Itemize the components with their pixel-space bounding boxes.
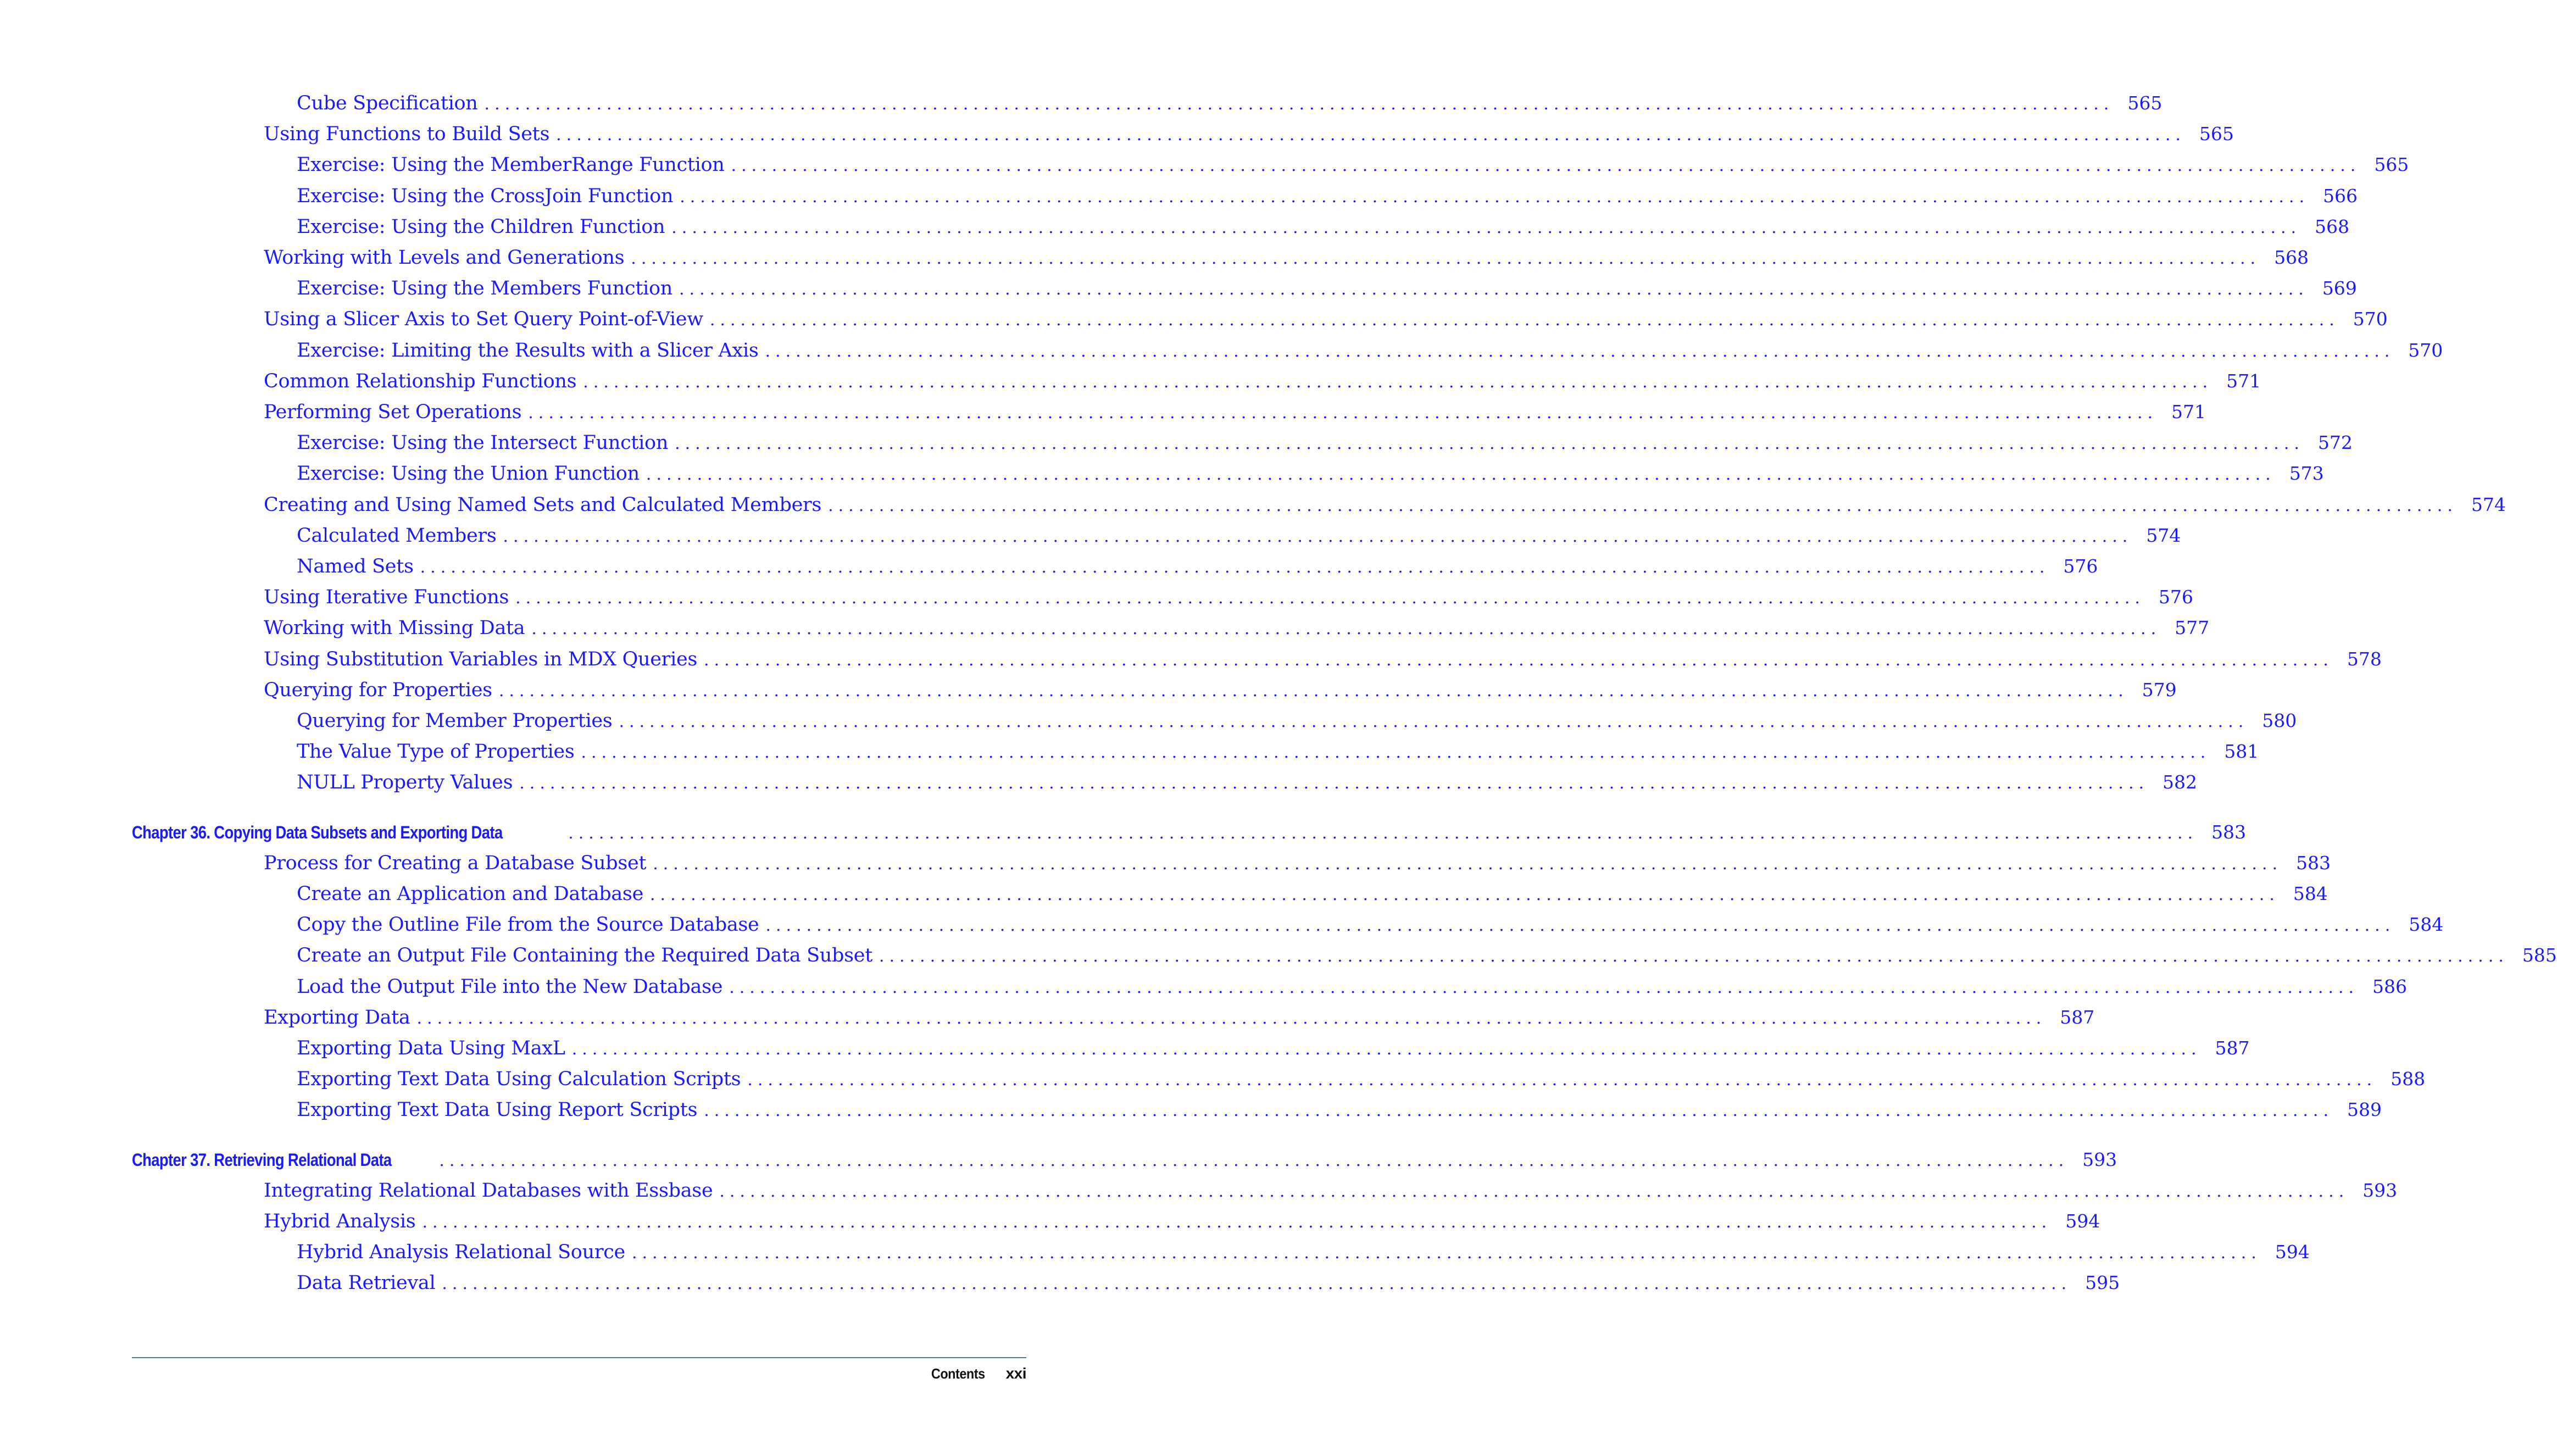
toc-entry[interactable] — [264, 247, 2309, 277]
toc-entry[interactable] — [264, 370, 2261, 401]
toc-entry-title: Using Substitution Variables in MDX Queries — [264, 648, 698, 670]
toc-entry[interactable] — [297, 432, 2353, 463]
dot-leader: ................................................................................................................................................................ — [671, 218, 2302, 237]
toc-entry[interactable] — [297, 277, 2357, 308]
toc-entry[interactable] — [297, 976, 2407, 1007]
toc-entry-title: Exporting Data Using MaxL — [297, 1037, 565, 1059]
toc-entry[interactable] — [297, 1068, 2426, 1099]
toc-entry-page-number: 581 — [2224, 741, 2259, 762]
toc-entry-title: Using Iterative Functions — [264, 586, 509, 608]
toc-chapter-entry[interactable] — [132, 1149, 2117, 1180]
toc-entry-page-number: 568 — [2315, 216, 2350, 237]
toc-entry[interactable] — [264, 679, 2177, 710]
dot-leader: ................................................................................................................................................................ — [765, 916, 2395, 935]
dot-leader: ................................................................................................................................................................ — [581, 743, 2211, 762]
toc-entry-title: NULL Property Values — [297, 771, 513, 793]
toc-entry-title: Exercise: Using the MemberRange Function — [297, 154, 725, 176]
dot-leader: ................................................................................................................................................................ — [422, 1213, 2052, 1232]
toc-entry-title: Common Relationship Functions — [264, 370, 577, 392]
toc-entry-title: Load the Output File into the New Database — [297, 976, 723, 998]
toc-entry[interactable] — [264, 586, 2193, 617]
toc-entry-page-number: 580 — [2262, 710, 2297, 731]
toc-entry-title: Creating and Using Named Sets and Calculated Members — [264, 494, 822, 516]
toc-entry-title: Working with Missing Data — [264, 617, 525, 639]
dot-leader: ................................................................................................................................................................ — [765, 342, 2395, 361]
toc-entry-title: Exercise: Using the Union Function — [297, 463, 640, 485]
toc-entry[interactable] — [264, 617, 2210, 648]
toc-entry-page-number: 565 — [2374, 154, 2409, 175]
toc-entry-page-number: 587 — [2060, 1007, 2095, 1028]
dot-leader: ................................................................................................................................................................ — [515, 588, 2145, 608]
dot-leader: ................................................................................................................................................................ — [416, 1009, 2047, 1028]
toc-entry-page-number: 593 — [2363, 1180, 2398, 1201]
toc-entry-title: Hybrid Analysis — [264, 1210, 416, 1232]
dot-leader: ................................................................................................................................................................ — [731, 156, 2361, 175]
dot-leader: ................................................................................................................................................................ — [879, 947, 2509, 966]
dot-leader: ................................................................................................................................................................ — [679, 280, 2309, 299]
toc-entry[interactable] — [264, 648, 2382, 679]
toc-entry-page-number: 574 — [2146, 525, 2181, 546]
toc-entry-page-number: 570 — [2408, 340, 2443, 361]
dot-leader: ................................................................................................................................................................ — [650, 885, 2280, 904]
dot-leader: ................................................................................................................................................................ — [583, 373, 2213, 392]
dot-leader: ................................................................................................................................................................ — [442, 1274, 2072, 1293]
toc-entry[interactable] — [297, 1037, 2250, 1068]
dot-leader: ................................................................................................................................................................ — [619, 712, 2249, 731]
toc-entry-page-number: 588 — [2391, 1068, 2426, 1090]
toc-entry-title: Querying for Member Properties — [297, 710, 613, 732]
toc-entry[interactable] — [297, 463, 2324, 493]
toc-entry-title: Integrating Relational Databases with Essbase — [264, 1180, 713, 1202]
toc-entry-title: Exercise: Limiting the Results with a Slicer Axis — [297, 340, 759, 362]
toc-entry-title: Chapter 37. Retrieving Relational Data — [132, 1150, 392, 1170]
toc-entry[interactable] — [297, 883, 2328, 914]
page-footer — [132, 1365, 1026, 1387]
toc-entry[interactable] — [264, 1210, 2100, 1241]
dot-leader: ................................................................................................................................................................ — [439, 1151, 2069, 1170]
toc-entry[interactable] — [297, 1272, 2120, 1303]
toc-entry-title: Exporting Text Data Using Report Scripts — [297, 1099, 698, 1121]
toc-entry[interactable] — [297, 944, 2557, 975]
toc-entry[interactable] — [297, 92, 2163, 123]
toc-entry-title: Exporting Text Data Using Calculation Scripts — [297, 1068, 741, 1090]
toc-entry-page-number: 576 — [2158, 586, 2193, 608]
toc-entry[interactable] — [264, 308, 2388, 339]
toc-entry-page-number: 566 — [2322, 185, 2358, 207]
dot-leader: ................................................................................................................................................................ — [556, 125, 2186, 145]
toc-entry-page-number: 570 — [2353, 308, 2388, 330]
dot-leader: ................................................................................................................................................................ — [631, 249, 2261, 268]
toc-entry-page-number: 573 — [2289, 463, 2324, 484]
toc-entry-page-number: 569 — [2322, 277, 2357, 299]
toc-entry[interactable] — [297, 771, 2198, 802]
toc-entry-page-number: 585 — [2522, 944, 2557, 966]
toc-entry-page-number: 589 — [2347, 1099, 2382, 1120]
toc-entry-page-number: 568 — [2274, 247, 2309, 268]
toc-entry[interactable] — [297, 1241, 2310, 1272]
toc-entry-page-number: 571 — [2171, 401, 2206, 423]
toc-entry-title: Hybrid Analysis Relational Source — [297, 1241, 625, 1263]
toc-entry-page-number: 577 — [2175, 617, 2210, 638]
toc-entry-title: Create an Output File Containing the Required Data Subset — [297, 944, 872, 966]
toc-entry[interactable] — [297, 154, 2409, 185]
toc-entry-title: Exercise: Using the Members Function — [297, 277, 673, 299]
toc-entry-page-number: 576 — [2063, 555, 2098, 577]
footer-rule — [132, 1357, 1026, 1358]
toc-entry[interactable] — [297, 555, 2098, 586]
toc-entry-page-number: 582 — [2163, 771, 2198, 793]
dot-leader: ................................................................................................................................................................ — [729, 978, 2359, 997]
dot-leader: ................................................................................................................................................................ — [503, 527, 2133, 546]
dot-leader: ................................................................................................................................................................ — [484, 95, 2114, 114]
dot-leader: ................................................................................................................................................................ — [519, 774, 2149, 793]
toc-entry-page-number: 587 — [2215, 1037, 2250, 1059]
dot-leader: ................................................................................................................................................................ — [709, 310, 2339, 330]
dot-leader: ................................................................................................................................................................ — [420, 558, 2050, 577]
toc-entry-title: Working with Levels and Generations — [264, 247, 625, 269]
toc-entry-title: Chapter 36. Copying Data Subsets and Exporting Data — [132, 823, 503, 842]
toc-entry[interactable] — [297, 185, 2358, 216]
toc-entry-page-number: 565 — [2199, 123, 2234, 145]
toc-entry-page-number: 594 — [2065, 1210, 2100, 1232]
dot-leader: ................................................................................................................................................................ — [704, 1101, 2333, 1120]
toc-entry-title: Named Sets — [297, 555, 414, 577]
toc-entry-title: Exercise: Using the Children Function — [297, 216, 665, 238]
toc-entry-title: Exercise: Using the CrossJoin Function — [297, 185, 674, 207]
toc-entry-page-number: 584 — [2409, 914, 2444, 935]
toc-entry-title: Process for Creating a Database Subset — [264, 852, 647, 874]
dot-leader: ................................................................................................................................................................ — [680, 187, 2309, 207]
toc-entry[interactable] — [297, 340, 2443, 370]
toc-entry[interactable] — [264, 401, 2206, 432]
toc-entry-title: The Value Type of Properties — [297, 741, 575, 763]
toc-entry[interactable] — [297, 525, 2181, 555]
toc-entry-page-number: 579 — [2142, 679, 2177, 701]
toc-entry-page-number: 565 — [2127, 92, 2163, 114]
toc-entry-page-number: 595 — [2085, 1272, 2120, 1293]
footer-page-number: xxi — [1005, 1365, 1026, 1382]
dot-leader: ................................................................................................................................................................ — [568, 824, 2198, 843]
toc-entry-page-number: 593 — [2082, 1149, 2117, 1170]
toc-entry[interactable] — [297, 914, 2444, 944]
toc-entry-title: Using Functions to Build Sets — [264, 123, 550, 145]
dot-leader: ................................................................................................................................................................ — [531, 619, 2161, 638]
dot-leader: ................................................................................................................................................................ — [828, 496, 2458, 515]
dot-leader: ................................................................................................................................................................ — [631, 1243, 2261, 1263]
toc-entry[interactable] — [297, 741, 2259, 771]
toc-entry[interactable] — [264, 852, 2331, 883]
toc-entry-page-number: 586 — [2372, 976, 2407, 997]
toc-chapter-entry[interactable] — [132, 821, 2247, 852]
footer-section-label: Contents — [931, 1365, 985, 1382]
dot-leader: ................................................................................................................................................................ — [646, 465, 2276, 484]
toc-entry-page-number: 571 — [2226, 370, 2261, 392]
toc-entry-page-number: 583 — [2211, 821, 2247, 843]
toc-entry-title: Exporting Data — [264, 1007, 410, 1029]
dot-leader: ................................................................................................................................................................ — [653, 854, 2282, 874]
toc-entry-title: Data Retrieval — [297, 1272, 436, 1294]
toc-entry[interactable] — [264, 494, 2506, 525]
toc-entry-title: Exercise: Using the Intersect Function — [297, 432, 669, 454]
dot-leader: ................................................................................................................................................................ — [528, 403, 2158, 423]
dot-leader: ................................................................................................................................................................ — [498, 681, 2128, 701]
toc-entry-page-number: 578 — [2347, 648, 2382, 670]
toc-entry-title: Cube Specification — [297, 92, 478, 114]
toc-entry[interactable] — [297, 1099, 2382, 1130]
toc-entry-title: Calculated Members — [297, 525, 497, 547]
toc-entry[interactable] — [264, 1007, 2095, 1037]
toc-entry-title: Querying for Properties — [264, 679, 492, 701]
toc-entry[interactable] — [297, 216, 2350, 247]
toc-entry-title: Performing Set Operations — [264, 401, 522, 423]
dot-leader: ................................................................................................................................................................ — [747, 1070, 2377, 1090]
toc-entry-page-number: 583 — [2296, 852, 2331, 874]
toc-entry[interactable] — [297, 710, 2297, 741]
toc-entry-page-number: 594 — [2275, 1241, 2310, 1263]
toc-entry-title: Copy the Outline File from the Source Database — [297, 914, 759, 936]
toc-entry-title: Create an Application and Database — [297, 883, 644, 905]
toc-entry[interactable] — [264, 123, 2234, 154]
toc-entry-title: Using a Slicer Axis to Set Query Point-of-View — [264, 308, 703, 330]
dot-leader: ................................................................................................................................................................ — [704, 651, 2333, 670]
toc-entry-page-number: 584 — [2293, 883, 2328, 904]
toc-entry-page-number: 574 — [2471, 494, 2506, 515]
dot-leader: ................................................................................................................................................................ — [571, 1040, 2202, 1059]
dot-leader: ................................................................................................................................................................ — [719, 1182, 2349, 1201]
dot-leader: ................................................................................................................................................................ — [675, 434, 2304, 453]
toc-entry[interactable] — [264, 1180, 2398, 1210]
toc-entry-page-number: 572 — [2317, 432, 2353, 453]
